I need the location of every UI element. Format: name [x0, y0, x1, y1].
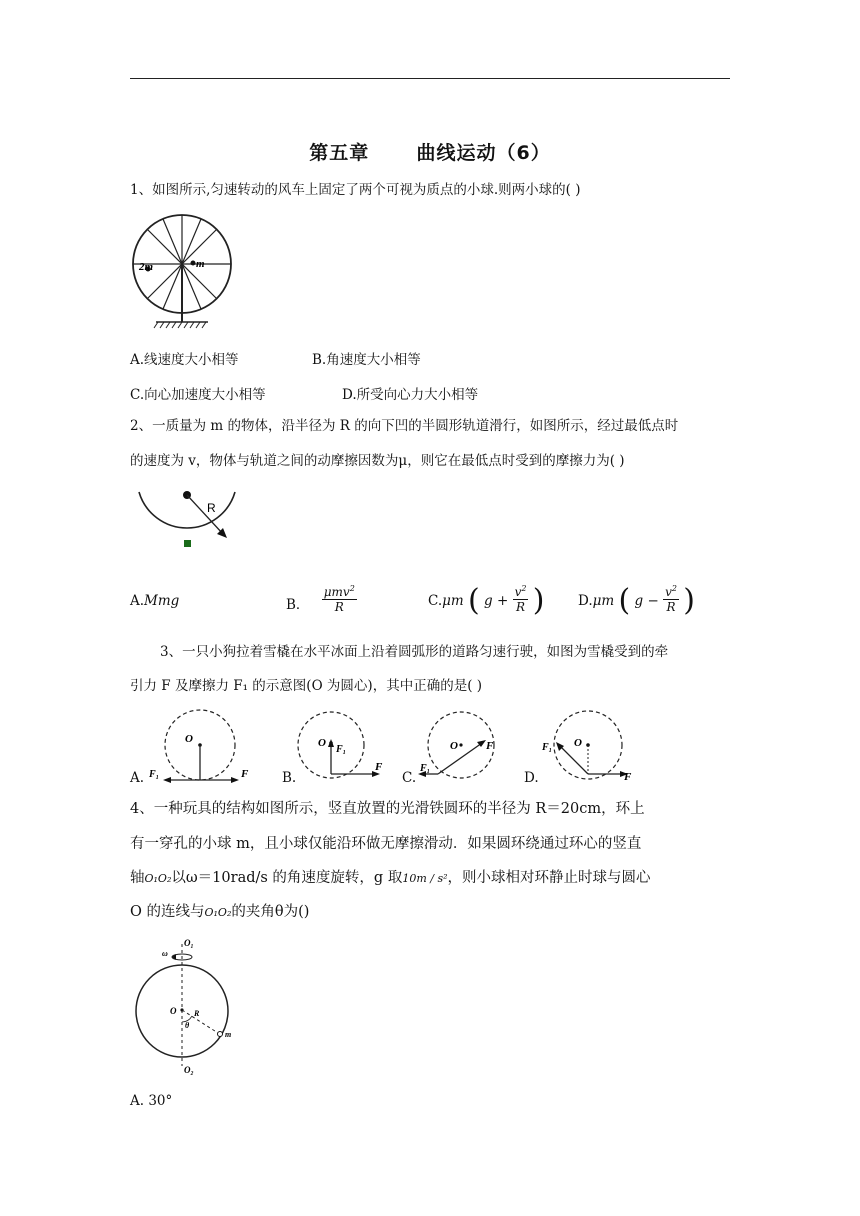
- svg-text:F₁: F₁: [336, 744, 347, 755]
- svg-text:O: O: [170, 1006, 177, 1016]
- svg-text:R: R: [194, 1009, 200, 1018]
- svg-text:F₁: F₁: [149, 769, 160, 780]
- q1-stem: 1、如图所示,匀速转动的风车上固定了两个可视为质点的小球.则两小球的( ): [130, 182, 581, 198]
- q3-figure-d: [538, 708, 648, 788]
- q3-figure-b: [296, 708, 396, 788]
- q3-stem-line1: 3、一只小狗拉着雪橇在水平冰面上沿着圆弧形的道路匀速行驶，如图为雪橇受到的牵: [160, 644, 669, 660]
- svg-text:O₁: O₁: [184, 938, 194, 948]
- svg-text:O: O: [185, 733, 193, 745]
- svg-text:F₁: F₁: [542, 742, 553, 753]
- svg-text:F: F: [624, 771, 632, 783]
- q2-option-d: D.μm ( g − $\frac{v^2}{R}$ ): [578, 583, 695, 618]
- svg-text:F: F: [486, 740, 494, 752]
- topic-label: 曲线运动（6）: [416, 142, 551, 164]
- q3-option-d-label: D.: [524, 770, 539, 786]
- q1-label-2m: 2m: [139, 261, 154, 273]
- svg-text:O: O: [450, 740, 458, 752]
- q4-stem-line3: 轴O₁O₂以ω＝10rad/s 的角速度旋转，g 取10m / s²，则小球相对环静止时球与圆心: [130, 870, 651, 886]
- page-title: [0, 138, 860, 165]
- q4-option-a: A. 30°: [130, 1093, 173, 1109]
- q2-stem-line2: 的速度为 v，物体与轨道之间的动摩擦因数为μ，则它在最低点时受到的摩擦力为( ): [130, 453, 625, 469]
- q2-track-figure: [135, 488, 245, 554]
- svg-text:O₂: O₂: [184, 1065, 194, 1075]
- q1-option-d: D.所受向心力大小相等: [342, 387, 479, 403]
- q3-figure-c: [416, 708, 516, 788]
- q1-option-b: B.角速度大小相等: [312, 352, 421, 368]
- svg-text:F₁: F₁: [420, 763, 431, 774]
- q2-label-r: R: [207, 501, 216, 515]
- svg-text:F: F: [241, 768, 249, 780]
- q3-figure-a: [145, 708, 255, 788]
- q4-stem-line1: 4、一种玩具的结构如图所示，竖直放置的光滑铁圆环的半径为 R＝20cm，环上: [130, 801, 645, 817]
- q1-windmill-figure: [130, 212, 240, 332]
- q4-stem-line2: 有一穿孔的小球 m，且小球仅能沿环做无摩擦滑动．如果圆环绕通过环心的竖直: [130, 836, 642, 852]
- svg-text:O: O: [318, 737, 326, 749]
- q1-option-c: C.向心加速度大小相等: [130, 387, 266, 403]
- q1-option-a: A.线速度大小相等: [130, 352, 239, 368]
- q3-option-c-label: C.: [402, 770, 417, 786]
- q3-option-a-label: A.: [130, 770, 145, 786]
- svg-text:F: F: [375, 761, 383, 773]
- q3-option-b-label: B.: [282, 770, 297, 786]
- header-rule: [130, 78, 730, 79]
- svg-text:m: m: [225, 1030, 232, 1039]
- q2-stem-line1: 2、一质量为 m 的物体，沿半径为 R 的向下凹的半圆形轨道滑行，如图所示，经过最低点时: [130, 418, 679, 434]
- svg-text:ω: ω: [162, 949, 168, 958]
- q4-ring-figure: [132, 936, 247, 1076]
- chapter-label: 第五章: [309, 142, 370, 164]
- svg-text:θ: θ: [185, 1021, 190, 1030]
- q2-option-a: A.Mmg: [130, 593, 180, 609]
- q2-option-c: C.μm ( g + $\frac{v^2}{R}$ ): [428, 583, 545, 618]
- q2-option-b: B． μmv$^2$ R: [286, 584, 355, 614]
- q3-stem-line2: 引力 F 及摩擦力 F₁ 的示意图(O 为圆心)，其中正确的是( ): [130, 678, 483, 694]
- svg-text:O: O: [574, 737, 582, 749]
- q1-label-m: m: [196, 258, 205, 270]
- q4-stem-line4: O 的连线与O₁O₂的夹角θ为(): [130, 904, 310, 920]
